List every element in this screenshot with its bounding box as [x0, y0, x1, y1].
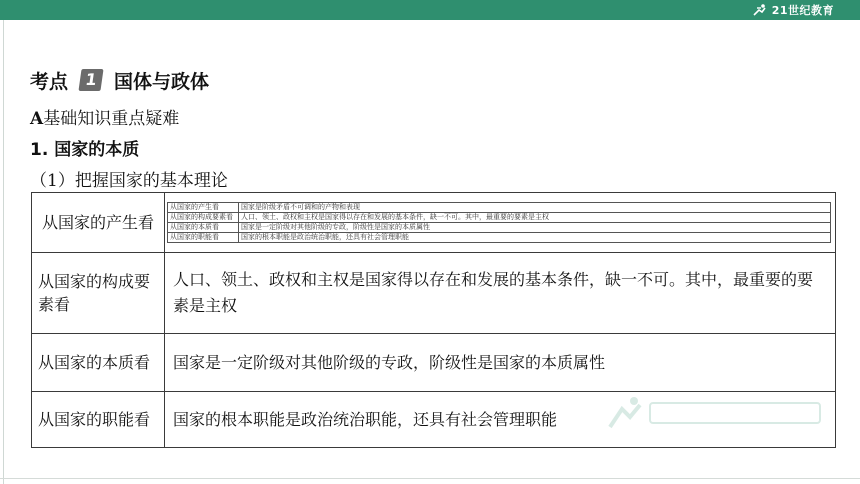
mini-label: 从国家的产生看 [168, 203, 239, 213]
mini-row [168, 213, 831, 223]
mini-label: 从国家的职能看 [168, 233, 239, 243]
row-label: 从国家的职能看 [32, 392, 165, 448]
mini-row [168, 233, 831, 243]
section-a-text: 基础知识重点疑难 [43, 109, 180, 129]
brand-logo [751, 2, 834, 18]
row-label: 从国家的产生看 [32, 193, 165, 253]
table-row [32, 334, 836, 392]
table-row [32, 392, 836, 448]
row-text: 人口、领土、政权和主权是国家得以存在和发展的基本条件，缺一不可。其中，最重要的要素是主权 [165, 253, 836, 334]
bottom-rule [0, 478, 860, 479]
row-label: 从国家的本质看 [32, 334, 165, 392]
embedded-mini-table [167, 202, 831, 243]
left-rule [3, 20, 4, 484]
row-text: 国家的根本职能是政治统治职能，还具有社会管理职能 [165, 392, 836, 448]
row-text: 国家是一定阶级对其他阶级的专政，阶级性是国家的本质属性 [165, 334, 836, 392]
runner-logo-icon [751, 4, 769, 16]
mini-label: 从国家的构成要素看 [168, 213, 239, 223]
row-label: 从国家的构成要素看 [32, 253, 165, 334]
header-bar [0, 0, 860, 20]
section-a-heading [30, 104, 179, 129]
table-row [32, 193, 836, 253]
mini-row [168, 203, 831, 213]
mini-text: 国家是一定阶级对其他阶级的专政，阶级性是国家的本质属性 [239, 223, 831, 233]
mini-text: 人口、领土、政权和主权是国家得以存在和发展的基本条件，缺一不可。其中，最重要的要素是主权 [239, 213, 831, 223]
title-text: 国体与政体 [114, 70, 210, 93]
theory-table [31, 192, 836, 448]
topic-number-badge: 1 [78, 69, 103, 91]
mini-label: 从国家的本质看 [168, 223, 239, 233]
mini-text: 国家的根本职能是政治统治职能，还具有社会管理职能 [239, 233, 831, 243]
mini-text: 国家是阶级矛盾不可调和的产物和表现 [239, 203, 831, 213]
embedded-mini-table-cell [165, 193, 836, 253]
section-a-letter: A [30, 109, 44, 129]
mini-row [168, 223, 831, 233]
title-prefix: 考点 [30, 70, 69, 93]
section-1-heading: 1. 国家的本质 [30, 140, 140, 160]
section-1-1-heading: （1）把握国家的基本理论 [30, 171, 228, 191]
table-row [32, 253, 836, 334]
page-title [30, 66, 209, 94]
brand-logo-text: 21世纪教育 [771, 4, 834, 17]
